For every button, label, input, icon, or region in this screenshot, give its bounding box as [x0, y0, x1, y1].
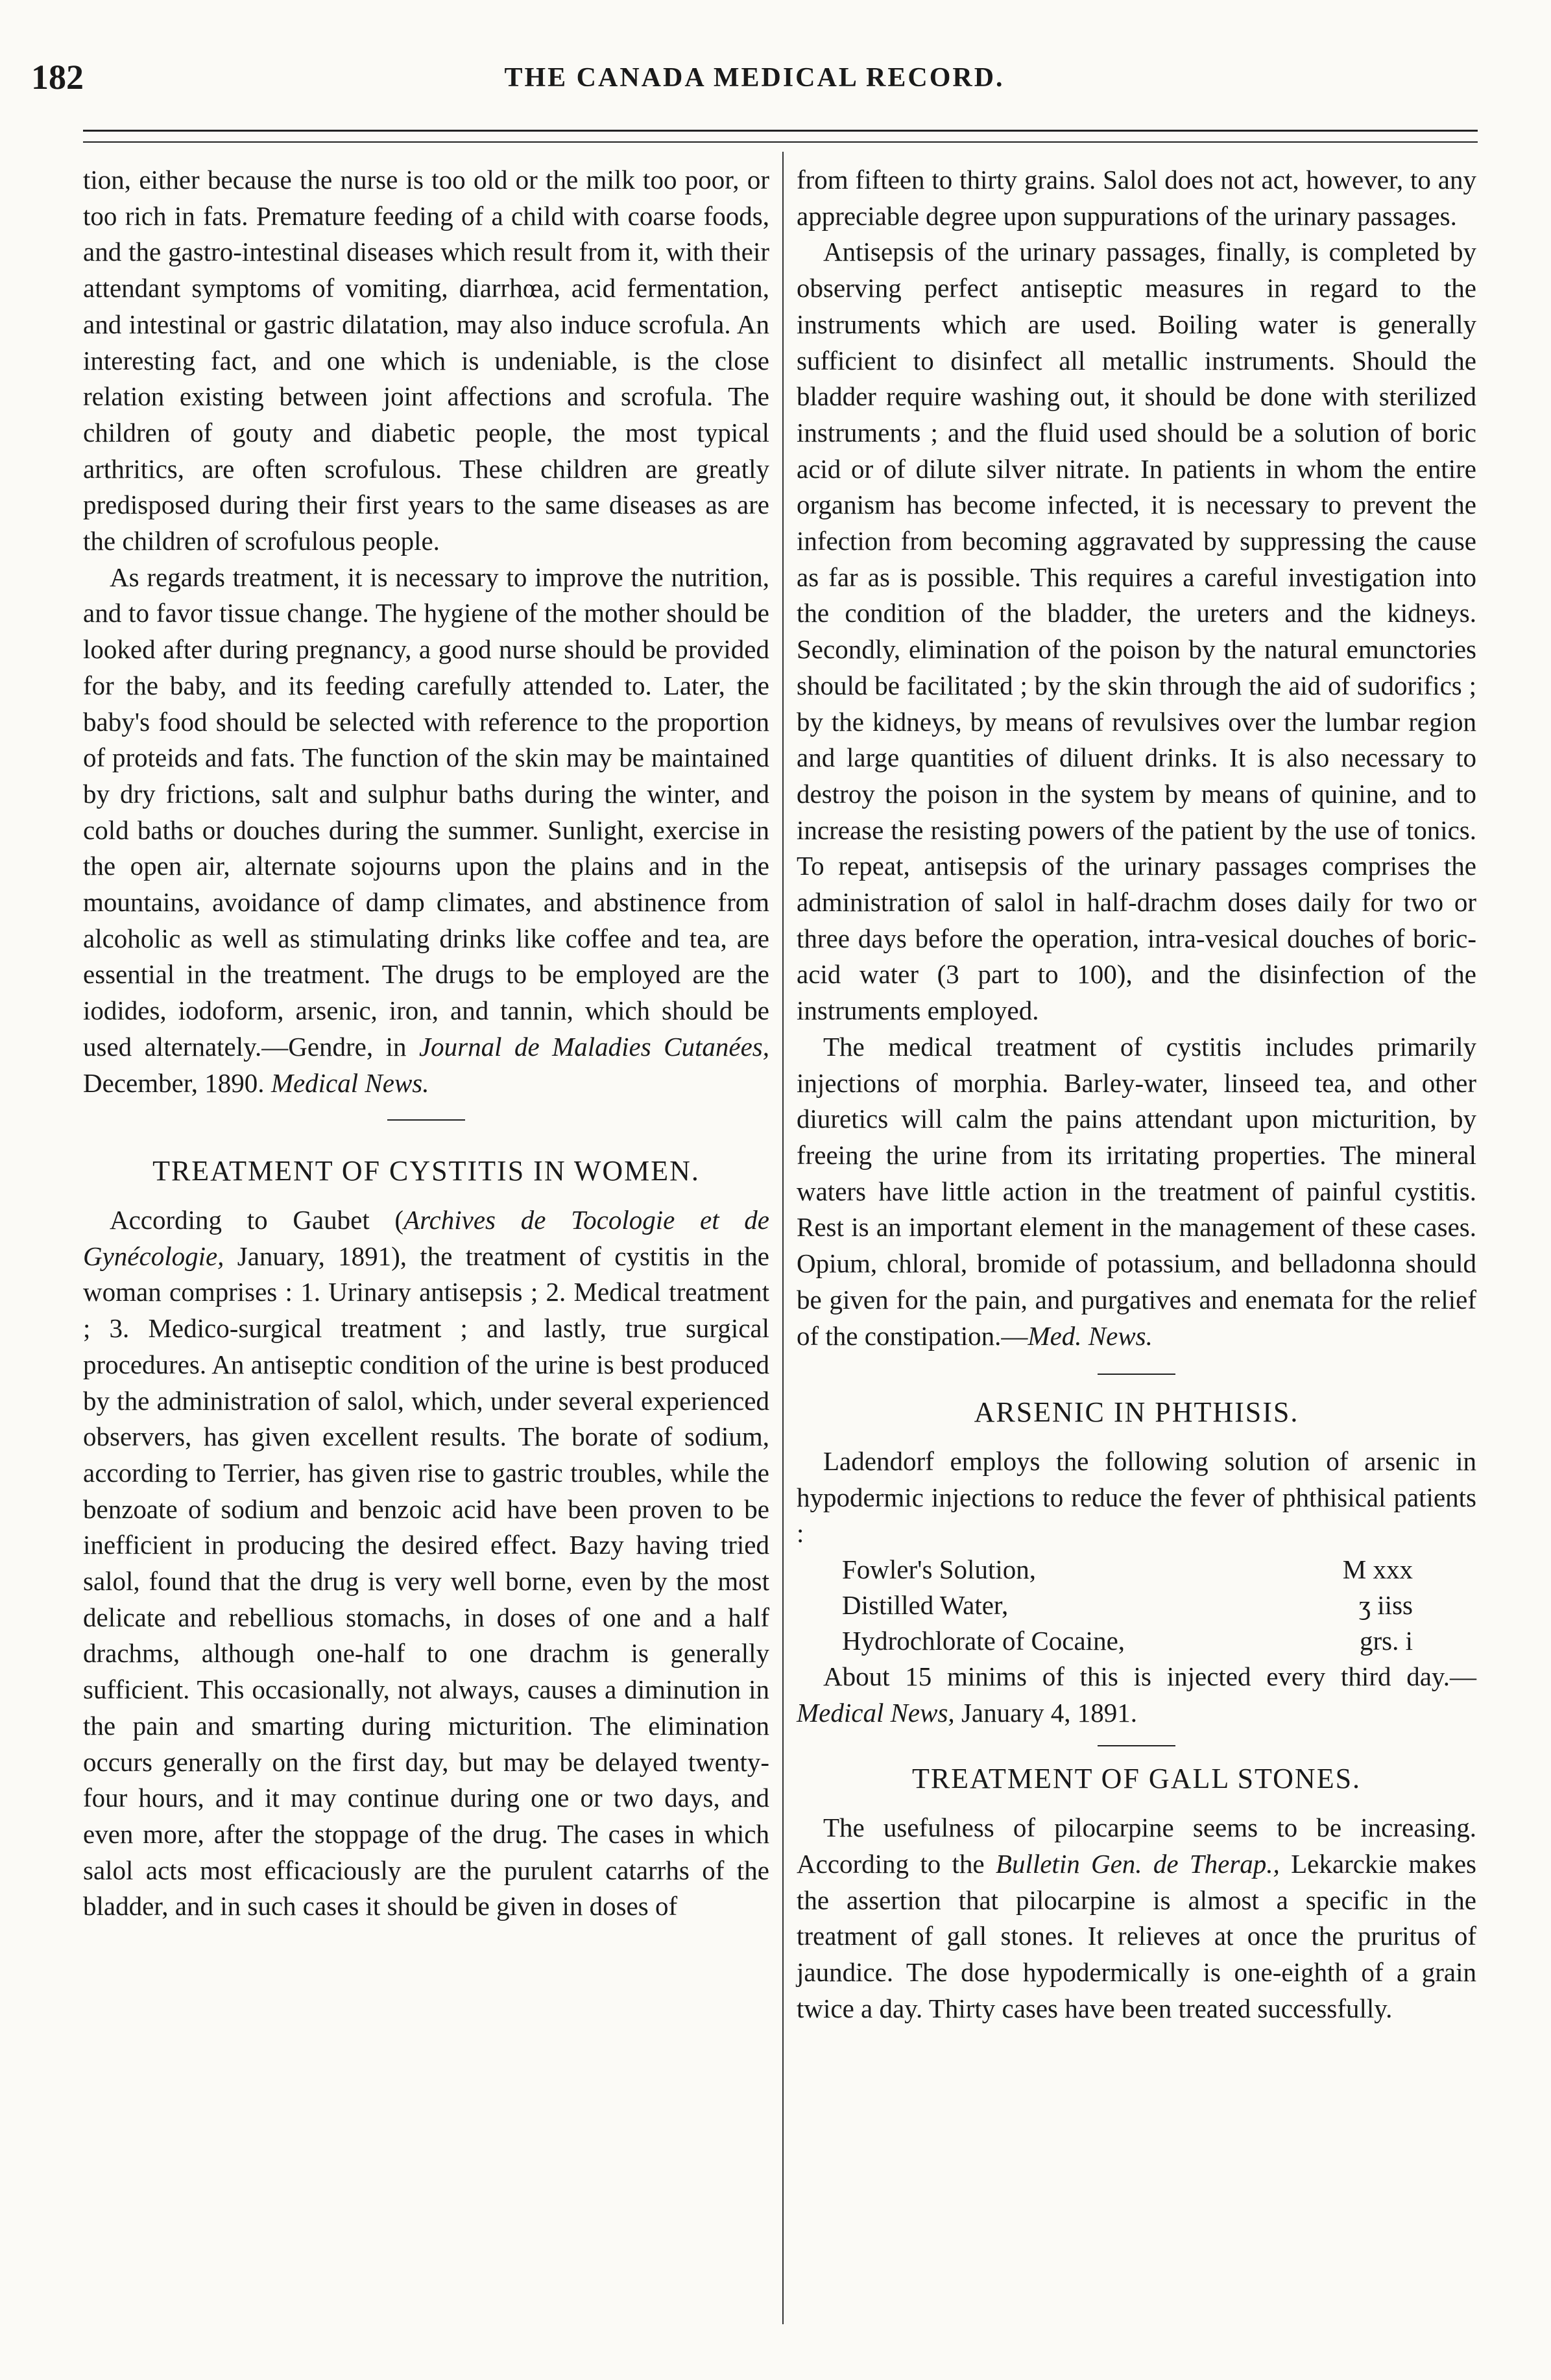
- cystitis-paragraph: [83, 1202, 769, 1925]
- gallstones-journal: Bulletin Gen. de Therap.,: [995, 1848, 1280, 1879]
- scrofula-treatment-paragraph: [83, 560, 769, 1102]
- header-rule-thick: [83, 130, 1478, 132]
- arsenic-outro-text: About 15 minims of this is injected every third day.—: [823, 1661, 1476, 1692]
- cystitis-intro-text: According to Gaubet (: [110, 1204, 404, 1235]
- scrofula-paragraph-text: tion, either because the nurse is too old or the milk too poor, or too rich in fats. Premature feeding of a child with coarse foods, and the gastro-intestinal diseases which result from it, with their attendant symptoms of vomiting, diarrhœa, acid fermentation, and intestinal or gastric dilatation, may also induce scrofula. An interesting fact, and one which is undeniable, is the close relation existing between joint affections and scrofula. The children of gouty and diabetic people, the most typical arthritics, are often scrofulous. These children are greatly predisposed during their first years to the same diseases as are the children of scrofulous people.: [83, 165, 769, 556]
- antisepsis-paragraph: Antisepsis of the urinary passages, finally, is completed by observing perfect antiseptic measures in regard to the instruments which are used. Boiling water is generally sufficient to disinfect all metallic instruments. Should the bladder require washing out, it should be done with sterilized instruments ; and the fluid used should be a solution of boric acid or of dilute silver nitrate. In patients in whom the entire organism has become infected, it is necessary to prevent the infection from becoming aggravated by suppressing the cause as far as is possible. This requires a careful investigation into the condition of the bladder, the ureters and the kidneys. Secondly, elimination of the poison by the natural emunctories should be facilitated ; by the skin through the aid of sudorifics ; by the kidneys, by means of revulsives over the lumbar region and large quantities of diluent drinks. It is also necessary to destroy the poison in the system by means of quinine, and to increase the resisting powers of the patient by the use of tonics. To repeat, antisepsis of the urinary passages comprises the administration of salol in half-drachm doses daily for two or three days before the operation, intra-vesical douches of boric-acid water (3 part to 100), and the disinfection of the instruments employed.: [797, 237, 1476, 1026]
- prescription-item: Fowler's Solution,: [842, 1554, 1036, 1585]
- prescription-row: [842, 1623, 1426, 1659]
- journal-citation: Journal de Maladies Cutanées,: [418, 1031, 769, 1062]
- source-citation: Medical News.: [271, 1067, 429, 1098]
- scrofula-paragraph-cont: [83, 162, 769, 560]
- prescription-item: Hydrochlorate of Cocaine,: [842, 1626, 1125, 1656]
- cystitis-journal: Archives de Tocologie et de Gynécologie,: [83, 1204, 769, 1271]
- medical-treatment-text: The medical treatment of cystitis includes primarily injections of morphia. Barley-water, linseed tea, and other diuretics will calm the pains attendant upon micturition, by freeing the urine from its irritating properties. The mineral waters have little action in the treatment of painful cystitis. Rest is an important element in the management of these cases. Opium, chloral, bromide of potassium, and belladonna should be given for the pain, and purgatives and enemata for the relief of the constipation.—: [797, 1031, 1476, 1351]
- medical-treatment-source: Med. News.: [1028, 1320, 1153, 1351]
- column-divider: [782, 152, 784, 2324]
- section-separator-2: [1098, 1374, 1175, 1375]
- prescription-item: Distilled Water,: [842, 1590, 1009, 1621]
- section-separator: [387, 1119, 465, 1121]
- citation-date: December, 1890.: [83, 1067, 271, 1098]
- left-column: [83, 162, 769, 1925]
- prescription-amount: grs. i: [1360, 1626, 1413, 1656]
- arsenic-date: January 4, 1891.: [954, 1697, 1137, 1728]
- prescription-row: [842, 1552, 1426, 1588]
- section-separator-3: [1098, 1745, 1175, 1746]
- scrofula-treatment-text: As regards treatment, it is necessary to improve the nutrition, and to favor tissue change. The hygiene of the mother should be looked after during pregnancy, a good nurse should be provided for the baby, and its feeding carefully attended to. Later, the baby's food should be selected with reference to the proportion of proteids and fats. The function of the skin may be maintained by dry frictions, salt and sulphur baths during the winter, and cold baths or douches during the summer. Sunlight, exercise in the open air, alternate sojourns upon the plains and in the mountains, avoidance of damp climates, and abstinence from alcoholic as well as stimulating drinks like coffee and tea, are essential in the treatment. The drugs to be employed are the iodides, iodoform, arsenic, iron, and tannin, which should be used alternately.—Gendre, in: [83, 562, 769, 1062]
- arsenic-source: Medical News,: [797, 1697, 955, 1728]
- running-title: THE CANADA MEDICAL RECORD.: [504, 63, 1005, 93]
- gallstones-text-b: Lekarckie makes the assertion that pilocarpine is almost a specific in the treatment of gall stones. It relieves at once the pruritus of jaundice. The dose hypodermically is one-eighth of a grain twice a day. Thirty cases have been treated successfully.: [797, 1848, 1476, 2023]
- prescription-row: [842, 1588, 1426, 1623]
- prescription-amount: M xxx: [1342, 1554, 1413, 1585]
- gallstones-heading: TREATMENT OF GALL STONES.: [911, 1763, 1362, 1795]
- arsenic-heading: ARSENIC IN PHTHISIS.: [974, 1396, 1299, 1429]
- header-rule-thin: [83, 141, 1478, 143]
- cystitis-heading: TREATMENT OF CYSTITIS IN WOMEN.: [152, 1155, 700, 1187]
- arsenic-outro: [797, 1659, 1476, 1731]
- cystitis-cont-paragraph: from fifteen to thirty grains. Salol does not act, however, to any appreciable degree upon suppurations of the urinary passages.: [797, 165, 1476, 231]
- right-column: [797, 162, 1476, 2027]
- medical-treatment-paragraph: [797, 1029, 1476, 1354]
- gallstones-paragraph: [797, 1810, 1476, 2027]
- cystitis-body-text: January, 1891), the treatment of cystitis in the woman comprises : 1. Urinary antisepsis ; 2. Medical treatment ; 3. Medico-surgical treatment ; and lastly, true surgical procedures. An antiseptic condition of the urine is best produced by the administration of salol, which, under several experienced observers, has given excellent results. The borate of sodium, according to Terrier, has given rise to gastric troubles, while the benzoate of sodium and benzoic acid have been proven to be inefficient in producing the desired effect. Bazy having tried salol, found that the drug is very well borne, even by the most delicate and rebellious stomachs, in doses of one and a half drachms, although one-half to one drachm is generally sufficient. This occasionally, not always, causes a diminution in the pain and smarting during micturition. The elimination occurs generally on the first day, but may be delayed twenty-four hours, and it may continue during one or two days, and even more, after the stoppage of the drug. The cases in which salol acts most efficaciously are the purulent catarrhs of the bladder, and in such cases it should be given in doses of: [83, 1241, 769, 1922]
- page-number: 182: [31, 58, 84, 97]
- prescription-table: [842, 1552, 1426, 1659]
- prescription-amount: ʒ iiss: [1358, 1590, 1413, 1621]
- arsenic-intro: Ladendorf employs the following solution of arsenic in hypodermic injections to reduce the fever of phthisical patients :: [797, 1446, 1476, 1549]
- page-header: [31, 57, 1478, 109]
- gallstones-text-a: The usefulness of pilocarpine seems to be increasing. According to the: [797, 1813, 1476, 1879]
